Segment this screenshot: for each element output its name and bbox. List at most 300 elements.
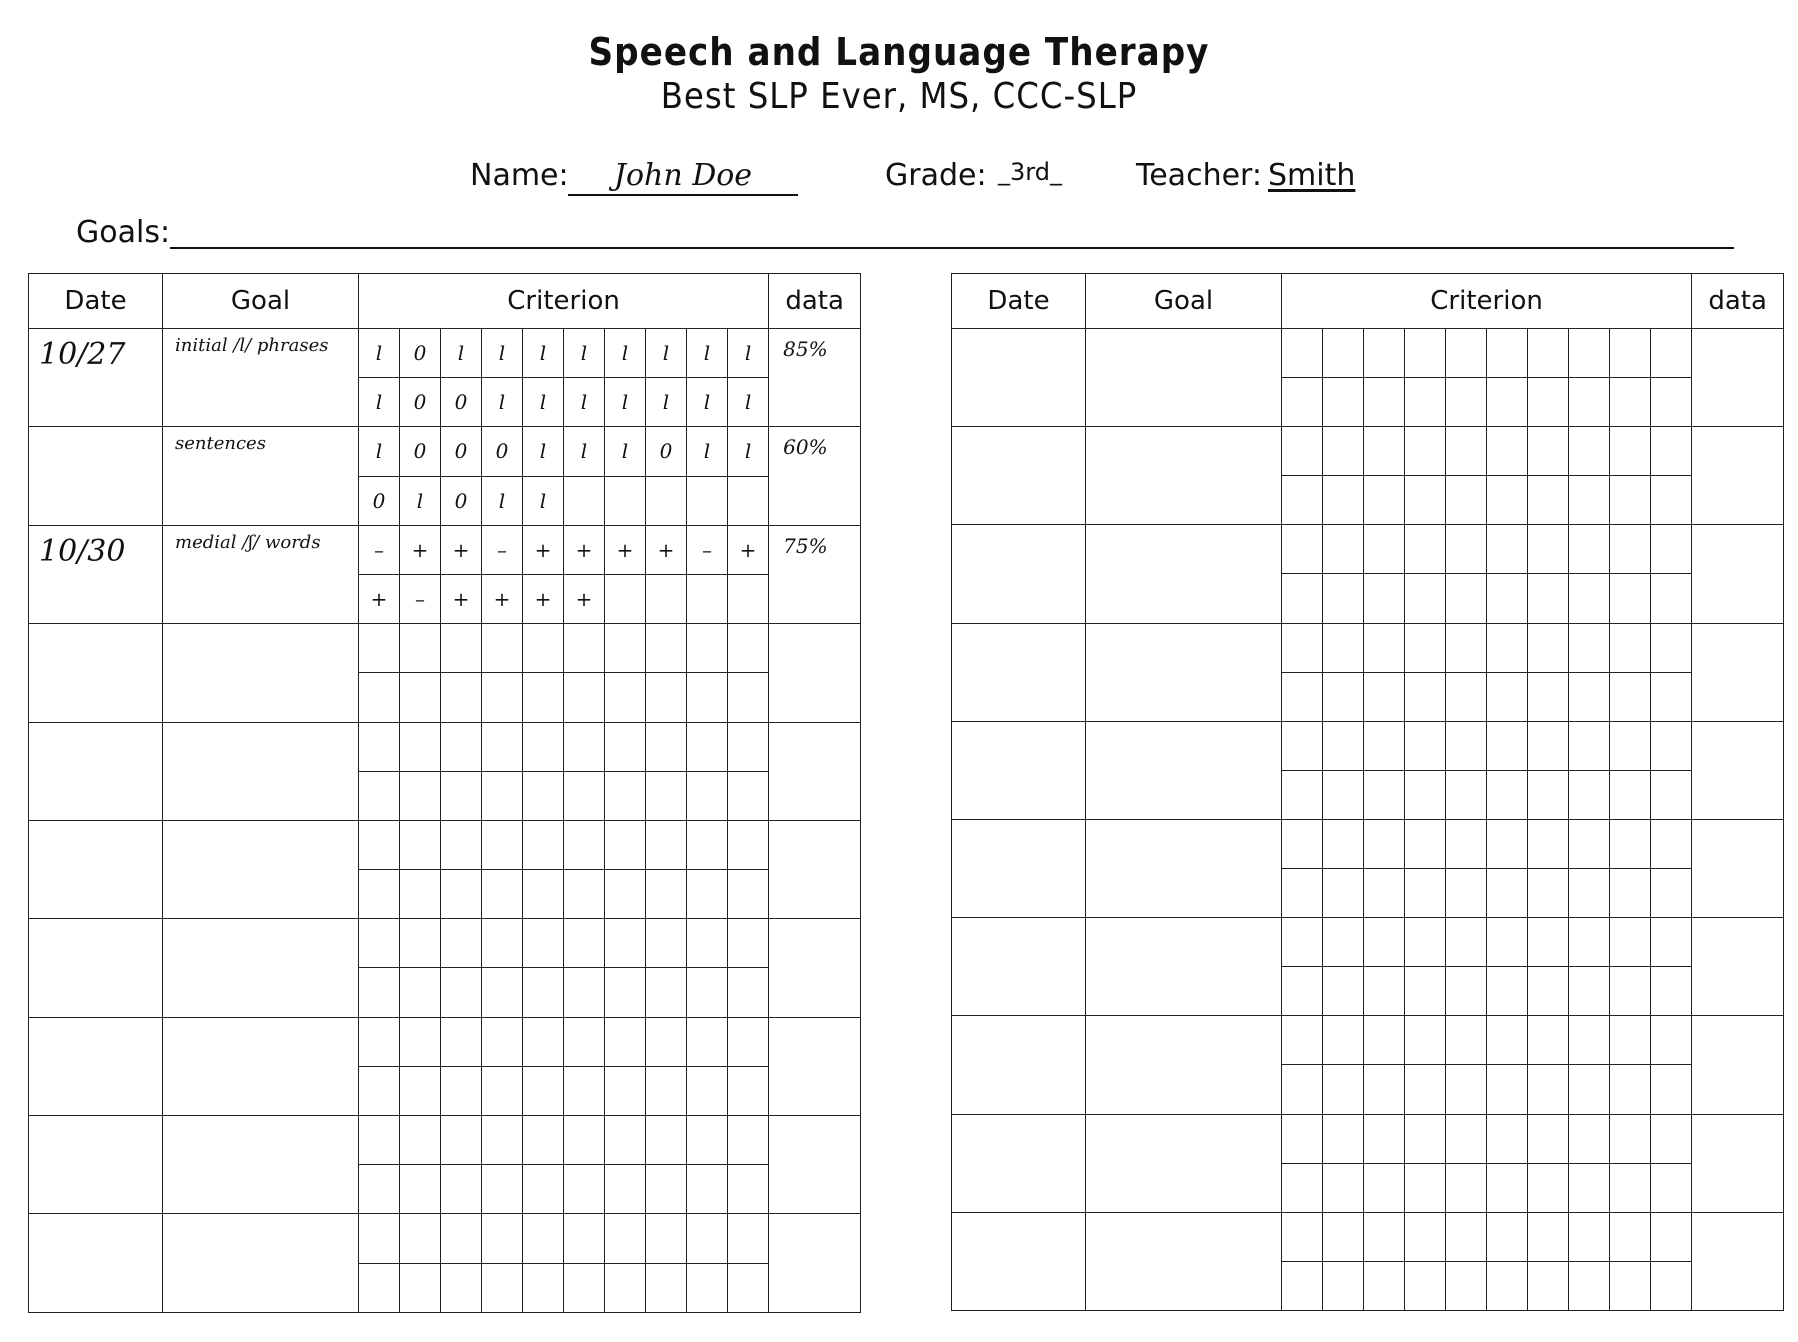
trial-cell[interactable]: l	[687, 329, 728, 378]
trial-cell[interactable]	[523, 771, 564, 820]
trial-cell[interactable]	[1487, 1065, 1528, 1114]
trial-cell[interactable]	[1282, 1261, 1323, 1310]
trial-cell[interactable]	[1569, 476, 1610, 525]
trial-cell[interactable]	[564, 722, 605, 771]
goal-cell[interactable]	[163, 722, 359, 820]
trial-cell[interactable]	[646, 1263, 687, 1312]
trial-cell[interactable]	[1487, 1261, 1528, 1310]
trial-cell[interactable]	[1610, 1114, 1651, 1163]
trial-cell[interactable]	[1487, 672, 1528, 721]
grade-field[interactable]: _3rd_	[998, 158, 1062, 186]
trial-cell[interactable]	[687, 968, 728, 1017]
trial-cell[interactable]	[523, 1116, 564, 1165]
trial-cell[interactable]	[728, 870, 769, 919]
trial-cell[interactable]	[1405, 329, 1446, 378]
trial-cell[interactable]	[400, 1017, 441, 1066]
trial-cell[interactable]	[564, 1263, 605, 1312]
trial-cell[interactable]	[1323, 1114, 1364, 1163]
trial-cell[interactable]	[1487, 1212, 1528, 1261]
trial-cell[interactable]	[359, 673, 400, 722]
trial-cell[interactable]	[728, 1017, 769, 1066]
goal-cell[interactable]	[1086, 721, 1282, 819]
trial-cell[interactable]	[687, 673, 728, 722]
trial-cell[interactable]	[1651, 967, 1692, 1016]
data-cell[interactable]	[1692, 1212, 1784, 1310]
trial-cell[interactable]	[400, 1263, 441, 1312]
trial-cell[interactable]: –	[482, 525, 523, 574]
trial-cell[interactable]: +	[523, 574, 564, 623]
trial-cell[interactable]	[728, 476, 769, 525]
trial-cell[interactable]	[441, 1066, 482, 1115]
trial-cell[interactable]	[605, 1165, 646, 1214]
trial-cell[interactable]	[605, 1116, 646, 1165]
trial-cell[interactable]	[400, 1165, 441, 1214]
trial-cell[interactable]	[1651, 918, 1692, 967]
trial-cell[interactable]: l	[605, 427, 646, 476]
trial-cell[interactable]	[1364, 721, 1405, 770]
goal-cell[interactable]	[1086, 329, 1282, 427]
trial-cell[interactable]	[523, 820, 564, 869]
trial-cell[interactable]	[1323, 918, 1364, 967]
trial-cell[interactable]	[1323, 672, 1364, 721]
date-cell[interactable]	[952, 623, 1086, 721]
trial-cell[interactable]	[1446, 378, 1487, 427]
trial-cell[interactable]	[1405, 378, 1446, 427]
trial-cell[interactable]	[1651, 1261, 1692, 1310]
trial-cell[interactable]: l	[687, 378, 728, 427]
trial-cell[interactable]	[605, 1214, 646, 1263]
trial-cell[interactable]	[1405, 770, 1446, 819]
trial-cell[interactable]	[605, 574, 646, 623]
goal-cell[interactable]	[163, 1017, 359, 1115]
trial-cell[interactable]: l	[564, 378, 605, 427]
trial-cell[interactable]	[1323, 770, 1364, 819]
trial-cell[interactable]: 0	[482, 427, 523, 476]
trial-cell[interactable]	[1528, 869, 1569, 918]
trial-cell[interactable]	[400, 1214, 441, 1263]
trial-cell[interactable]	[523, 1066, 564, 1115]
trial-cell[interactable]	[1610, 721, 1651, 770]
trial-cell[interactable]	[564, 1214, 605, 1263]
trial-cell[interactable]	[728, 722, 769, 771]
data-cell[interactable]	[769, 624, 861, 722]
trial-cell[interactable]	[1528, 819, 1569, 868]
trial-cell[interactable]	[441, 1165, 482, 1214]
trial-cell[interactable]	[1282, 378, 1323, 427]
trial-cell[interactable]	[1282, 967, 1323, 1016]
date-cell[interactable]	[29, 820, 163, 918]
trial-cell[interactable]	[1487, 1016, 1528, 1065]
trial-cell[interactable]	[359, 870, 400, 919]
trial-cell[interactable]	[1610, 525, 1651, 574]
trial-cell[interactable]: l	[482, 476, 523, 525]
data-cell[interactable]	[1692, 918, 1784, 1016]
trial-cell[interactable]	[1405, 1065, 1446, 1114]
trial-cell[interactable]	[1446, 770, 1487, 819]
data-cell[interactable]	[1692, 427, 1784, 525]
trial-cell[interactable]	[728, 673, 769, 722]
trial-cell[interactable]	[1528, 1212, 1569, 1261]
trial-cell[interactable]	[1569, 1065, 1610, 1114]
trial-cell[interactable]	[1364, 378, 1405, 427]
date-cell[interactable]	[952, 427, 1086, 525]
trial-cell[interactable]	[1323, 1065, 1364, 1114]
trial-cell[interactable]	[1364, 918, 1405, 967]
trial-cell[interactable]	[605, 476, 646, 525]
trial-cell[interactable]	[1364, 476, 1405, 525]
data-cell[interactable]: 60%	[769, 427, 861, 525]
trial-cell[interactable]	[1610, 476, 1651, 525]
trial-cell[interactable]	[359, 1066, 400, 1115]
goal-cell[interactable]	[1086, 918, 1282, 1016]
trial-cell[interactable]	[1569, 1016, 1610, 1065]
trial-cell[interactable]	[1528, 574, 1569, 623]
data-cell[interactable]	[769, 1116, 861, 1214]
trial-cell[interactable]	[441, 1017, 482, 1066]
trial-cell[interactable]: 0	[441, 427, 482, 476]
trial-cell[interactable]	[400, 624, 441, 673]
trial-cell[interactable]	[1487, 427, 1528, 476]
trial-cell[interactable]: 0	[400, 427, 441, 476]
trial-cell[interactable]	[400, 968, 441, 1017]
trial-cell[interactable]: l	[523, 378, 564, 427]
trial-cell[interactable]	[1446, 819, 1487, 868]
trial-cell[interactable]	[482, 870, 523, 919]
trial-cell[interactable]	[1323, 721, 1364, 770]
trial-cell[interactable]	[1651, 1212, 1692, 1261]
trial-cell[interactable]	[646, 673, 687, 722]
trial-cell[interactable]: l	[646, 329, 687, 378]
data-cell[interactable]	[1692, 1114, 1784, 1212]
trial-cell[interactable]	[564, 673, 605, 722]
trial-cell[interactable]	[1405, 819, 1446, 868]
trial-cell[interactable]	[687, 1116, 728, 1165]
trial-cell[interactable]	[1651, 721, 1692, 770]
trial-cell[interactable]	[1569, 329, 1610, 378]
trial-cell[interactable]	[564, 1116, 605, 1165]
trial-cell[interactable]	[1651, 623, 1692, 672]
trial-cell[interactable]	[441, 1116, 482, 1165]
trial-cell[interactable]	[482, 771, 523, 820]
trial-cell[interactable]	[1446, 1016, 1487, 1065]
trial-cell[interactable]	[728, 574, 769, 623]
trial-cell[interactable]	[1569, 770, 1610, 819]
trial-cell[interactable]	[1282, 672, 1323, 721]
trial-cell[interactable]	[687, 1066, 728, 1115]
trial-cell[interactable]	[605, 968, 646, 1017]
teacher-field[interactable]: Smith	[1268, 158, 1356, 193]
date-cell[interactable]: 10/27	[29, 329, 163, 427]
trial-cell[interactable]	[1364, 770, 1405, 819]
trial-cell[interactable]	[1610, 378, 1651, 427]
data-cell[interactable]	[1692, 623, 1784, 721]
trial-cell[interactable]	[482, 968, 523, 1017]
trial-cell[interactable]	[1610, 623, 1651, 672]
trial-cell[interactable]	[1487, 918, 1528, 967]
trial-cell[interactable]	[1569, 819, 1610, 868]
trial-cell[interactable]	[1651, 476, 1692, 525]
trial-cell[interactable]: l	[359, 378, 400, 427]
trial-cell[interactable]	[523, 722, 564, 771]
trial-cell[interactable]: l	[359, 427, 400, 476]
trial-cell[interactable]	[1610, 1016, 1651, 1065]
trial-cell[interactable]	[728, 919, 769, 968]
date-cell[interactable]	[29, 722, 163, 820]
trial-cell[interactable]	[646, 1116, 687, 1165]
trial-cell[interactable]: l	[482, 378, 523, 427]
trial-cell[interactable]	[1405, 967, 1446, 1016]
trial-cell[interactable]	[728, 1263, 769, 1312]
trial-cell[interactable]	[728, 624, 769, 673]
trial-cell[interactable]	[728, 968, 769, 1017]
trial-cell[interactable]	[1651, 1114, 1692, 1163]
trial-cell[interactable]	[1610, 1212, 1651, 1261]
trial-cell[interactable]	[1405, 1016, 1446, 1065]
trial-cell[interactable]	[482, 1263, 523, 1312]
trial-cell[interactable]	[1364, 574, 1405, 623]
trial-cell[interactable]: l	[728, 329, 769, 378]
goal-cell[interactable]: medial /ʃ/ words	[163, 525, 359, 623]
trial-cell[interactable]	[1528, 721, 1569, 770]
date-cell[interactable]	[952, 819, 1086, 917]
trial-cell[interactable]	[359, 1165, 400, 1214]
trial-cell[interactable]	[1528, 378, 1569, 427]
trial-cell[interactable]	[646, 722, 687, 771]
trial-cell[interactable]	[441, 624, 482, 673]
trial-cell[interactable]	[1323, 1016, 1364, 1065]
trial-cell[interactable]	[1651, 329, 1692, 378]
trial-cell[interactable]	[441, 1263, 482, 1312]
trial-cell[interactable]	[1528, 918, 1569, 967]
trial-cell[interactable]	[1528, 1016, 1569, 1065]
goal-cell[interactable]	[1086, 427, 1282, 525]
trial-cell[interactable]: +	[564, 525, 605, 574]
trial-cell[interactable]	[1282, 721, 1323, 770]
trial-cell[interactable]	[1405, 427, 1446, 476]
data-cell[interactable]: 75%	[769, 525, 861, 623]
trial-cell[interactable]	[523, 1165, 564, 1214]
trial-cell[interactable]	[1487, 869, 1528, 918]
trial-cell[interactable]: l	[605, 329, 646, 378]
trial-cell[interactable]	[564, 870, 605, 919]
trial-cell[interactable]	[1610, 427, 1651, 476]
trial-cell[interactable]	[1364, 1261, 1405, 1310]
trial-cell[interactable]	[1282, 819, 1323, 868]
trial-cell[interactable]: 0	[646, 427, 687, 476]
trial-cell[interactable]	[359, 1116, 400, 1165]
trial-cell[interactable]	[482, 1066, 523, 1115]
trial-cell[interactable]: –	[359, 525, 400, 574]
trial-cell[interactable]	[1446, 967, 1487, 1016]
trial-cell[interactable]	[1323, 427, 1364, 476]
trial-cell[interactable]	[1364, 1163, 1405, 1212]
trial-cell[interactable]	[1323, 329, 1364, 378]
trial-cell[interactable]	[1446, 525, 1487, 574]
trial-cell[interactable]	[1487, 1114, 1528, 1163]
trial-cell[interactable]: 0	[441, 378, 482, 427]
trial-cell[interactable]	[1487, 329, 1528, 378]
trial-cell[interactable]	[523, 624, 564, 673]
trial-cell[interactable]	[1610, 1261, 1651, 1310]
data-cell[interactable]	[1692, 1016, 1784, 1114]
trial-cell[interactable]: l	[482, 329, 523, 378]
trial-cell[interactable]	[523, 968, 564, 1017]
trial-cell[interactable]	[1446, 623, 1487, 672]
trial-cell[interactable]	[1610, 918, 1651, 967]
trial-cell[interactable]	[1364, 1016, 1405, 1065]
trial-cell[interactable]	[1487, 476, 1528, 525]
trial-cell[interactable]: l	[728, 427, 769, 476]
trial-cell[interactable]	[1323, 819, 1364, 868]
trial-cell[interactable]	[1405, 721, 1446, 770]
trial-cell[interactable]	[728, 820, 769, 869]
trial-cell[interactable]	[1528, 525, 1569, 574]
trial-cell[interactable]	[1487, 721, 1528, 770]
trial-cell[interactable]	[646, 1165, 687, 1214]
data-cell[interactable]	[769, 820, 861, 918]
trial-cell[interactable]	[1323, 869, 1364, 918]
trial-cell[interactable]	[1405, 1114, 1446, 1163]
trial-cell[interactable]	[523, 919, 564, 968]
date-cell[interactable]	[29, 624, 163, 722]
trial-cell[interactable]: l	[605, 378, 646, 427]
trial-cell[interactable]: l	[523, 427, 564, 476]
trial-cell[interactable]	[1651, 574, 1692, 623]
trial-cell[interactable]	[564, 476, 605, 525]
trial-cell[interactable]	[687, 476, 728, 525]
trial-cell[interactable]	[1528, 329, 1569, 378]
trial-cell[interactable]	[687, 1017, 728, 1066]
trial-cell[interactable]	[1610, 967, 1651, 1016]
trial-cell[interactable]	[359, 1017, 400, 1066]
trial-cell[interactable]	[1569, 721, 1610, 770]
trial-cell[interactable]: +	[564, 574, 605, 623]
trial-cell[interactable]	[605, 1263, 646, 1312]
trial-cell[interactable]	[605, 1066, 646, 1115]
trial-cell[interactable]	[1405, 476, 1446, 525]
data-cell[interactable]	[1692, 721, 1784, 819]
trial-cell[interactable]	[441, 771, 482, 820]
trial-cell[interactable]	[1446, 918, 1487, 967]
trial-cell[interactable]	[359, 919, 400, 968]
date-cell[interactable]	[29, 919, 163, 1017]
trial-cell[interactable]	[687, 574, 728, 623]
trial-cell[interactable]	[1446, 869, 1487, 918]
trial-cell[interactable]	[1405, 1261, 1446, 1310]
trial-cell[interactable]: l	[523, 329, 564, 378]
trial-cell[interactable]: l	[728, 378, 769, 427]
trial-cell[interactable]	[482, 919, 523, 968]
trial-cell[interactable]	[728, 1214, 769, 1263]
trial-cell[interactable]	[1651, 525, 1692, 574]
trial-cell[interactable]	[605, 722, 646, 771]
trial-cell[interactable]	[646, 919, 687, 968]
trial-cell[interactable]	[482, 820, 523, 869]
trial-cell[interactable]: l	[564, 427, 605, 476]
trial-cell[interactable]	[1405, 672, 1446, 721]
trial-cell[interactable]	[1282, 476, 1323, 525]
trial-cell[interactable]: l	[523, 476, 564, 525]
trial-cell[interactable]	[1405, 1163, 1446, 1212]
trial-cell[interactable]	[1651, 770, 1692, 819]
trial-cell[interactable]	[482, 673, 523, 722]
trial-cell[interactable]: –	[687, 525, 728, 574]
trial-cell[interactable]	[482, 624, 523, 673]
trial-cell[interactable]	[687, 771, 728, 820]
trial-cell[interactable]	[359, 1214, 400, 1263]
trial-cell[interactable]	[646, 1214, 687, 1263]
trial-cell[interactable]: 0	[400, 378, 441, 427]
trial-cell[interactable]	[1446, 574, 1487, 623]
trial-cell[interactable]	[728, 1165, 769, 1214]
trial-cell[interactable]	[1569, 1212, 1610, 1261]
trial-cell[interactable]	[1569, 378, 1610, 427]
trial-cell[interactable]	[1282, 623, 1323, 672]
trial-cell[interactable]	[523, 870, 564, 919]
trial-cell[interactable]	[1405, 574, 1446, 623]
trial-cell[interactable]	[1569, 967, 1610, 1016]
trial-cell[interactable]	[1487, 1163, 1528, 1212]
date-cell[interactable]	[952, 918, 1086, 1016]
trial-cell[interactable]	[564, 968, 605, 1017]
trial-cell[interactable]	[523, 1214, 564, 1263]
trial-cell[interactable]	[1282, 1065, 1323, 1114]
trial-cell[interactable]	[1528, 672, 1569, 721]
trial-cell[interactable]	[1528, 476, 1569, 525]
trial-cell[interactable]	[728, 1066, 769, 1115]
trial-cell[interactable]	[359, 722, 400, 771]
trial-cell[interactable]	[1651, 1065, 1692, 1114]
trial-cell[interactable]	[1364, 525, 1405, 574]
trial-cell[interactable]	[1282, 574, 1323, 623]
trial-cell[interactable]	[1446, 1261, 1487, 1310]
trial-cell[interactable]	[1569, 1261, 1610, 1310]
trial-cell[interactable]	[1364, 329, 1405, 378]
trial-cell[interactable]	[441, 673, 482, 722]
trial-cell[interactable]	[1487, 378, 1528, 427]
trial-cell[interactable]	[646, 968, 687, 1017]
trial-cell[interactable]	[1323, 525, 1364, 574]
goal-cell[interactable]: sentences	[163, 427, 359, 525]
trial-cell[interactable]	[1282, 1114, 1323, 1163]
data-cell[interactable]	[769, 1214, 861, 1313]
date-cell[interactable]	[952, 721, 1086, 819]
trial-cell[interactable]	[1364, 427, 1405, 476]
trial-cell[interactable]	[1282, 1016, 1323, 1065]
trial-cell[interactable]	[1364, 1212, 1405, 1261]
trial-cell[interactable]: +	[482, 574, 523, 623]
trial-cell[interactable]	[482, 1165, 523, 1214]
trial-cell[interactable]	[441, 722, 482, 771]
trial-cell[interactable]	[564, 1066, 605, 1115]
trial-cell[interactable]	[1651, 427, 1692, 476]
trial-cell[interactable]	[1446, 721, 1487, 770]
trial-cell[interactable]	[1610, 770, 1651, 819]
trial-cell[interactable]	[1569, 574, 1610, 623]
trial-cell[interactable]	[728, 771, 769, 820]
trial-cell[interactable]	[441, 968, 482, 1017]
trial-cell[interactable]	[1446, 1114, 1487, 1163]
student-name-field[interactable]: John Doe	[568, 158, 798, 196]
trial-cell[interactable]: +	[441, 525, 482, 574]
trial-cell[interactable]	[1651, 1163, 1692, 1212]
trial-cell[interactable]	[1282, 869, 1323, 918]
trial-cell[interactable]	[605, 919, 646, 968]
trial-cell[interactable]	[687, 1214, 728, 1263]
trial-cell[interactable]: –	[400, 574, 441, 623]
trial-cell[interactable]	[1651, 378, 1692, 427]
trial-cell[interactable]	[1446, 329, 1487, 378]
